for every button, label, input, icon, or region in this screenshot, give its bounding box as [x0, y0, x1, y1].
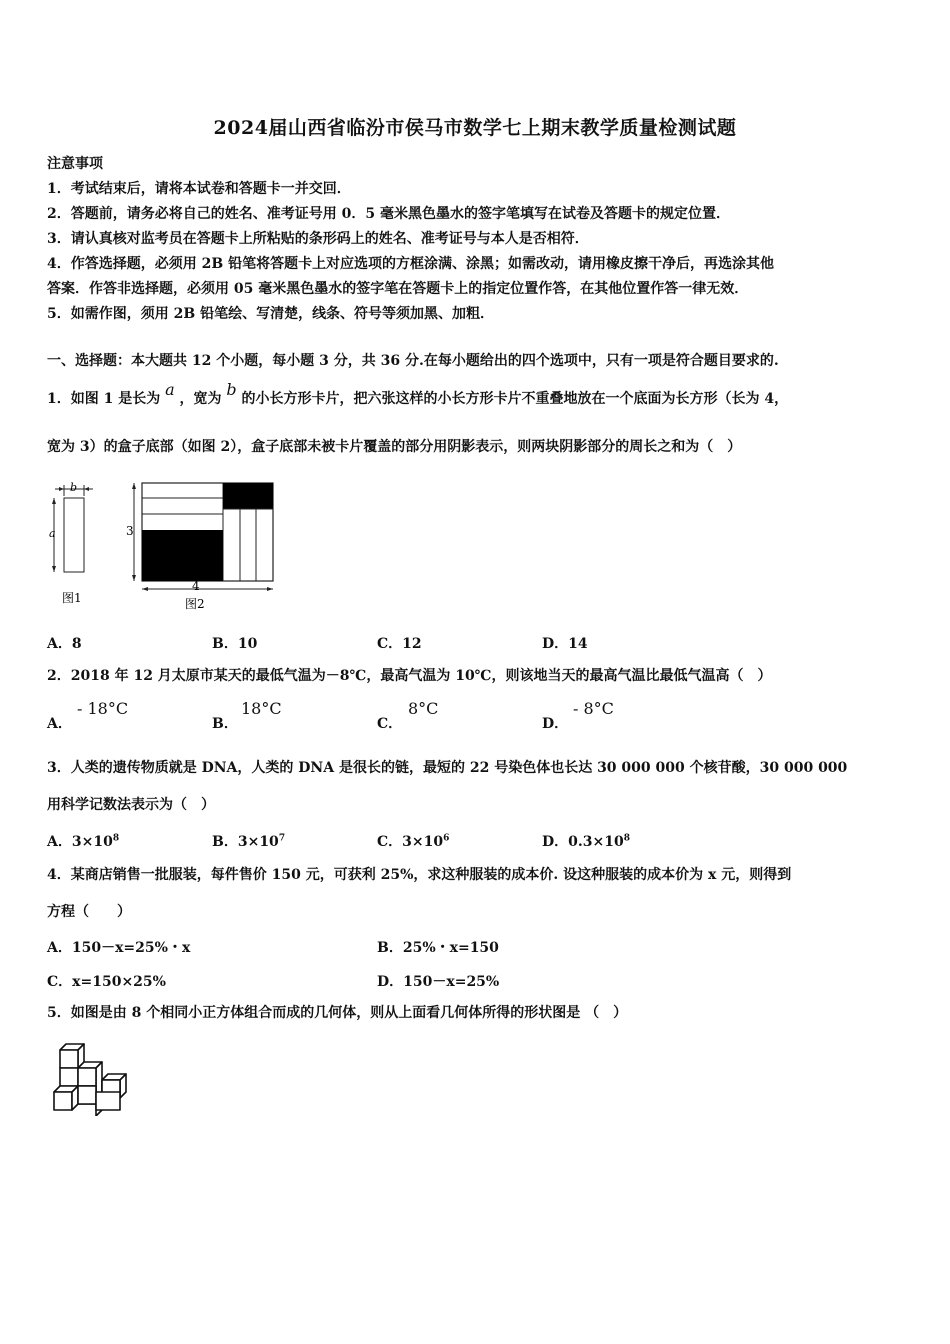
q1-option-a[interactable]: A．8 — [47, 636, 82, 652]
question-2: 2．2018 年 12 月太原市某天的最低气温为－8℃，最高气温为 10℃，则该地当天的最高气温比最低气温高（ ） — [47, 668, 772, 684]
section-heading: 一、选择题：本大题共 12 个小题，每小题 3 分，共 36 分.在每小题给出的四个选项中，只有一项是符合题目要求的. — [47, 353, 779, 369]
question-1-line-2: 宽为 3）的盒子底部（如图 2），盒子底部未被卡片覆盖的部分用阴影表示，则两块阴影部分的周长之和为（ ） — [47, 439, 742, 455]
notice-item-1: 1．考试结束后，请将本试卷和答题卡一并交回． — [47, 181, 351, 197]
question-4-line-2: 方程（ ） — [47, 904, 131, 920]
q3-option-c[interactable] — [377, 831, 449, 851]
question-3-line-2: 用科学记数法表示为（ ） — [47, 797, 215, 813]
fig1-label-b: b — [70, 481, 78, 494]
q3-option-a-exp: 8 — [112, 833, 120, 844]
q3-option-d[interactable] — [542, 831, 630, 851]
q2-option-a-value: - 18°C — [77, 699, 129, 718]
q5-cube-figure — [46, 1040, 136, 1116]
question-4-line-1: 4．某商店销售一批服装，每件售价 150 元，可获利 25%，求这种服装的成本价. 设这种服装的成本价为 x 元，则得到 — [47, 867, 792, 883]
notice-item-4-cont: 答案．作答非选择题，必须用 05 毫米黑色墨水的签字笔在答题卡上的指定位置作答，在其他位置作答一律无效． — [47, 281, 749, 297]
fig2-caption: 图2 — [185, 597, 205, 611]
q1-option-d[interactable]: D．14 — [542, 636, 588, 652]
q3-option-a-base: 3×10 — [71, 834, 113, 850]
q2-option-b-letter[interactable]: B． — [212, 716, 238, 732]
q4-option-d[interactable]: D．150－x=25% — [377, 974, 500, 990]
q3-option-c-exp: 6 — [443, 833, 450, 844]
notice-heading: 注意事项 — [47, 156, 103, 172]
q3-option-b-exp: 7 — [278, 833, 286, 844]
q3-option-c-base: 3×10 — [402, 834, 444, 850]
notice-item-3: 3．请认真核对监考员在答题卡上所粘贴的条形码上的姓名、准考证号与本人是否相符． — [47, 231, 589, 247]
page-title: 2024届山西省临汾市侯马市数学七上期末教学质量检测试题 — [213, 117, 737, 139]
question-1-line-1 — [47, 380, 789, 408]
q1-var-b: b — [226, 380, 237, 399]
q2-option-d-value: - 8°C — [573, 699, 614, 718]
q1-option-c[interactable]: C．12 — [377, 636, 422, 652]
q1-option-b[interactable]: B．10 — [212, 636, 258, 652]
q1-text-part3: 的小长方形卡片，把六张这样的小长方形卡片不重叠地放在一个底面为长方形（长为 4， — [241, 391, 789, 407]
figure-1 — [49, 481, 93, 605]
q1-text-part1: 1．如图 1 是长为 — [47, 391, 161, 407]
q2-option-d-letter[interactable]: D． — [542, 716, 569, 732]
q1-var-a: a — [165, 380, 175, 399]
q3-option-d-base: 0.3×10 — [568, 834, 624, 850]
q2-option-a-letter[interactable]: A． — [47, 716, 72, 732]
q3-option-a-letter: A． — [47, 834, 72, 850]
q1-figures — [42, 478, 292, 613]
q2-option-c-value: 8°C — [408, 699, 439, 718]
q4-option-b[interactable]: B．25%・x=150 — [377, 940, 499, 956]
q3-option-a[interactable] — [47, 831, 119, 851]
q3-option-c-letter: C． — [377, 834, 403, 850]
figure-2 — [126, 483, 273, 611]
notice-item-2: 2．答题前，请务必将自己的姓名、准考证号用 0．5 毫米黑色墨水的签字笔填写在试卷及答题卡的规定位置． — [47, 206, 730, 222]
fig2-label-3: 3 — [126, 524, 134, 538]
q2-option-c-letter[interactable]: C． — [377, 716, 403, 732]
q3-option-b-base: 3×10 — [237, 834, 279, 850]
q1-text-part2: ，宽为 — [179, 391, 222, 407]
fig1-caption: 图1 — [62, 591, 82, 605]
q2-option-b-value: 18°C — [241, 699, 282, 718]
fig2-shade-top-right — [223, 483, 273, 509]
notice-item-4: 4．作答选择题，必须用 2B 铅笔将答题卡上对应选项的方框涂满、涂黑；如需改动，请用橡皮擦干净后，再选涂其他 — [47, 256, 775, 272]
question-5: 5．如图是由 8 个相同小正方体组合而成的几何体，则从上面看几何体所得的形状图是 （ ） — [47, 1005, 628, 1021]
fig1-label-a: a — [49, 527, 56, 540]
fig2-label-4: 4 — [192, 579, 200, 593]
q3-option-d-letter: D． — [542, 834, 569, 850]
q3-option-d-exp: 8 — [623, 833, 630, 844]
q4-option-c[interactable]: C．x=150×25% — [47, 974, 166, 990]
fig2-shade-left — [142, 530, 223, 581]
q3-option-b-letter: B． — [212, 834, 238, 850]
question-3-line-1: 3．人类的遗传物质就是 DNA，人类的 DNA 是很长的链，最短的 22 号染色体也长达 30 000 000 个核苷酸，30 000 000 — [47, 760, 848, 776]
q3-option-b[interactable] — [212, 831, 285, 851]
notice-item-5: 5．如需作图，须用 2B 铅笔绘、写清楚，线条、符号等须加黑、加粗． — [47, 306, 495, 322]
q4-option-a[interactable]: A．150－x=25%・x — [47, 940, 191, 956]
